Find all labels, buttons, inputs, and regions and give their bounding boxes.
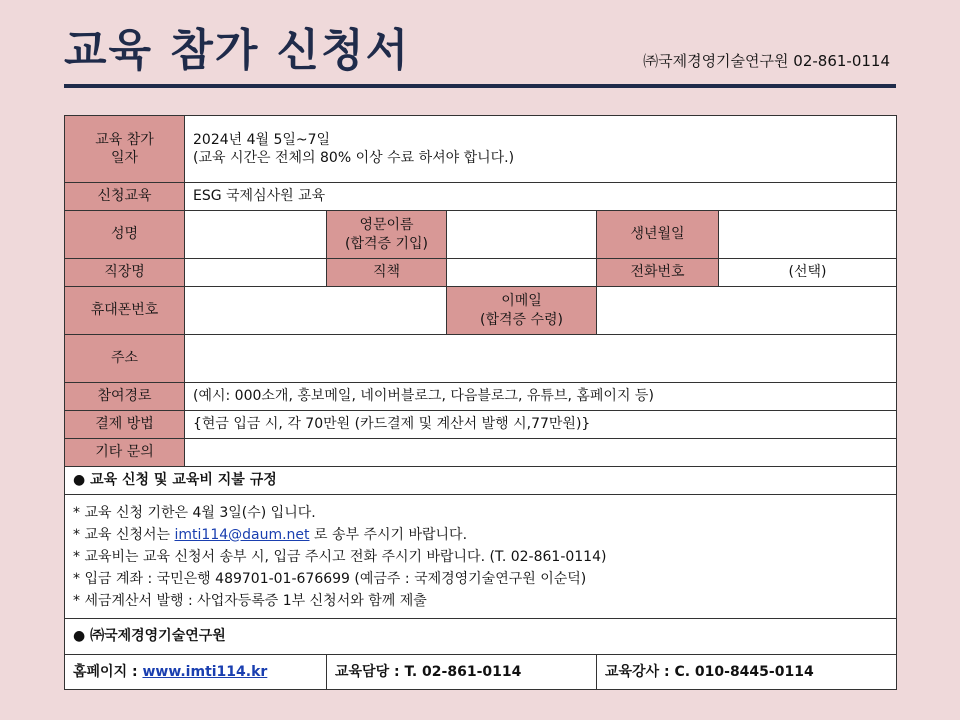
- address-field[interactable]: [185, 335, 897, 383]
- row-address: [65, 335, 897, 383]
- email-field[interactable]: [597, 287, 897, 335]
- english-name-field[interactable]: [447, 211, 597, 259]
- name-field[interactable]: [185, 211, 327, 259]
- rule-email: [73, 524, 888, 546]
- title-divider: [64, 84, 896, 88]
- date-line1: 2024년 4월 5일~7일: [193, 131, 331, 148]
- position-field[interactable]: [447, 259, 597, 287]
- company-field[interactable]: [185, 259, 327, 287]
- mobile-field[interactable]: [185, 287, 447, 335]
- row-rules: [65, 495, 897, 619]
- name-label: 성명: [65, 211, 185, 259]
- phone-label: 전화번호: [597, 259, 719, 287]
- mobile-label: 휴대폰번호: [65, 287, 185, 335]
- rule-email-suffix: 로 송부 주시기 바랍니다.: [309, 526, 468, 543]
- phone-field[interactable]: (선택): [719, 259, 897, 287]
- date-note: (교육 시간은 전체의 80% 이상 수료 하셔야 합니다.): [193, 150, 515, 166]
- birth-label: 생년월일: [597, 211, 719, 259]
- course-value[interactable]: ESG 국제심사원 교육: [185, 183, 897, 211]
- row-org-heading: [65, 619, 897, 655]
- rules-list: [65, 495, 897, 619]
- rule-payment: * 교육비는 교육 신청서 송부 시, 입금 주시고 전화 주시기 바랍니다. (T. 02-861-0114): [73, 548, 607, 565]
- row-mobile: [65, 287, 897, 335]
- row-company: [65, 259, 897, 287]
- company-phone: ㈜국제경영기술연구원 02-861-0114: [643, 52, 890, 70]
- birth-field[interactable]: [719, 211, 897, 259]
- row-footer: [65, 655, 897, 690]
- date-label: 교육 참가 일자: [65, 116, 185, 183]
- row-payment: [65, 411, 897, 439]
- row-date: [65, 116, 897, 183]
- payment-field[interactable]: {현금 입금 시, 각 70만원 (카드결제 및 계산서 발행 시,77만원)}: [185, 411, 897, 439]
- english-name-label: 영문이름 (합격증 기입): [327, 211, 447, 259]
- rule-email-prefix: * 교육 신청서는: [73, 526, 175, 543]
- row-referral: [65, 383, 897, 411]
- payment-label: 결제 방법: [65, 411, 185, 439]
- course-label: 신청교육: [65, 183, 185, 211]
- row-inquiry: [65, 439, 897, 467]
- homepage-label: 홈페이지 :: [73, 663, 143, 680]
- row-rules-heading: [65, 467, 897, 495]
- inquiry-label: 기타 문의: [65, 439, 185, 467]
- application-form: [64, 115, 896, 690]
- org-heading: ● ㈜국제경영기술연구원: [65, 619, 897, 655]
- referral-label: 참여경로: [65, 383, 185, 411]
- homepage-link[interactable]: www.imti114.kr: [142, 663, 268, 680]
- row-course: [65, 183, 897, 211]
- address-label: 주소: [65, 335, 185, 383]
- rules-heading: ● 교육 신청 및 교육비 지불 규정: [65, 467, 897, 495]
- row-name: [65, 211, 897, 259]
- email-label: 이메일 (합격증 수령): [447, 287, 597, 335]
- company-label: 직장명: [65, 259, 185, 287]
- date-value[interactable]: [185, 116, 897, 183]
- homepage-cell: [65, 655, 327, 690]
- rule-invoice: * 세금계산서 발행 : 사업자등록증 1부 신청서와 함께 제출: [73, 592, 427, 609]
- rule-account: * 입금 계좌 : 국민은행 489701-01-676699 (예금주 : 국제경영기술연구원 이순덕): [73, 570, 587, 587]
- contact-cell: 교육담당 : T. 02-861-0114: [327, 655, 597, 690]
- email-link[interactable]: imti114@daum.net: [174, 526, 310, 543]
- rule-deadline: * 교육 신청 기한은 4월 3일(수) 입니다.: [73, 504, 316, 521]
- referral-field[interactable]: (예시: 000소개, 홍보메일, 네이버블로그, 다음블로그, 유튜브, 홈페이지 등): [185, 383, 897, 411]
- page-title: 교육 참가 신청서: [64, 25, 411, 76]
- position-label: 직책: [327, 259, 447, 287]
- inquiry-field[interactable]: [185, 439, 897, 467]
- instructor-cell: 교육강사 : C. 010-8445-0114: [597, 655, 897, 690]
